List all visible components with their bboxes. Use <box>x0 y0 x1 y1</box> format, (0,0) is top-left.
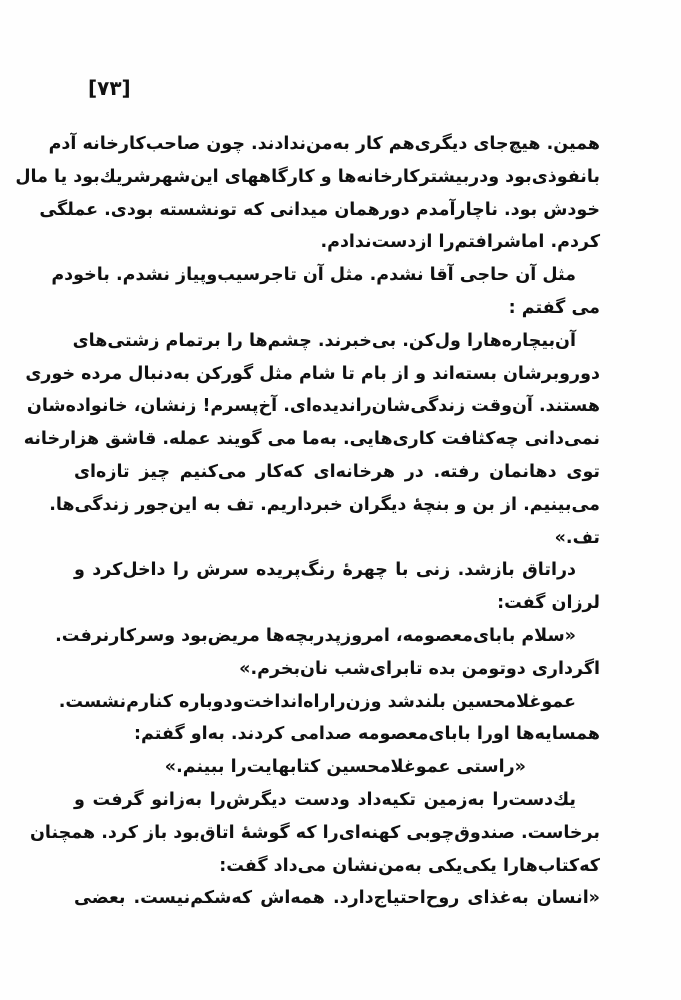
text-line: لرزان گفت: <box>497 593 600 614</box>
text-line: «انسان به‌غذای روح‌احتیاج‌دارد. همه‌اش که‌شکم‌نیست. بعضی <box>74 888 600 909</box>
text-line: اگرداری دوتومن بده تابرای‌شب نان‌بخرم.» <box>239 658 600 679</box>
text-line: برخاست. صندوق‌چوبی کهنه‌ای‌را که گوشهٔ اتاق‌بود باز کرد. همچنان <box>29 822 600 843</box>
text-line: کردم. اماشرافتم‌را ازدست‌ندادم. <box>320 232 600 253</box>
text-line: همسایه‌ها اورا بابای‌معصومه صدامی کردند. به‌او گفتم: <box>134 724 600 745</box>
text-line: که‌کتاب‌هارا یکی‌یکی به‌من‌نشان می‌داد گفت: <box>219 855 600 876</box>
text-line: نمی‌دانی چه‌کثافت کاری‌هایی. به‌ما می گویند عمله. قاشق هزارخانه <box>23 429 600 450</box>
body-text <box>15 128 600 915</box>
page-number: [۷۳] <box>88 76 131 100</box>
text-line: بانفوذی‌بود ودربیشترکارخانه‌ها و کارگاههای این‌شهرشریك‌بود یا مال <box>15 166 600 187</box>
text-line: یك‌دست‌را به‌زمین تکیه‌داد ودست دیگرش‌را به‌زانو گرفت و <box>74 789 576 810</box>
text-line: دوروبرشان بسته‌اند و از بام تا شام مثل گورکن به‌دنبال مرده خوری <box>25 363 600 384</box>
text-line: «سلام بابای‌معصومه، امروزپدربچه‌ها مریض‌بود وسرکارنرفت. <box>55 625 576 646</box>
text-line: می‌بینیم. از بن و بنچهٔ دیگران خبرداریم. تف به این‌جور زندگی‌ها. <box>49 494 600 515</box>
text-line: آن‌بیچاره‌هارا ول‌کن. بی‌خبرند. چشم‌ها را برتمام زشتی‌های <box>72 330 576 351</box>
text-line: «راستی عموغلامحسین کتابهایت‌را ببینم.» <box>164 757 526 778</box>
text-line: مثل آن حاجی آقا نشدم. مثل آن تاجرسیب‌وپیاز نشدم. باخودم <box>51 265 576 286</box>
text-line: همین. هیچ‌جای دیگری‌هم کار به‌من‌ندادند. چون صاحب‌کارخانه آدم <box>48 134 600 154</box>
text-line: هستند. آن‌وقت زندگی‌شان‌راندیده‌ای. آخ‌پسرم! زنشان، خانواده‌شان <box>26 396 600 417</box>
text-line: توی دهانمان رفته. در هرخانه‌ای که‌کار می‌کنیم چیز تازه‌ای <box>74 461 600 482</box>
text-line: خودش بود. ناچارآمدم دورهمان میدانی که تونشسته بودی. عملگی <box>39 199 600 220</box>
text-line: عموغلامحسین بلندشد وزن‌راراه‌انداخت‌ودوباره کنارم‌نشست. <box>58 691 576 712</box>
text-line: می گفتم : <box>508 297 600 318</box>
text-line: تف.» <box>554 527 600 548</box>
text-line: دراتاق بازشد. زنی با چهرهٔ رنگ‌پریده سرش را داخل‌کرد و <box>74 560 576 581</box>
